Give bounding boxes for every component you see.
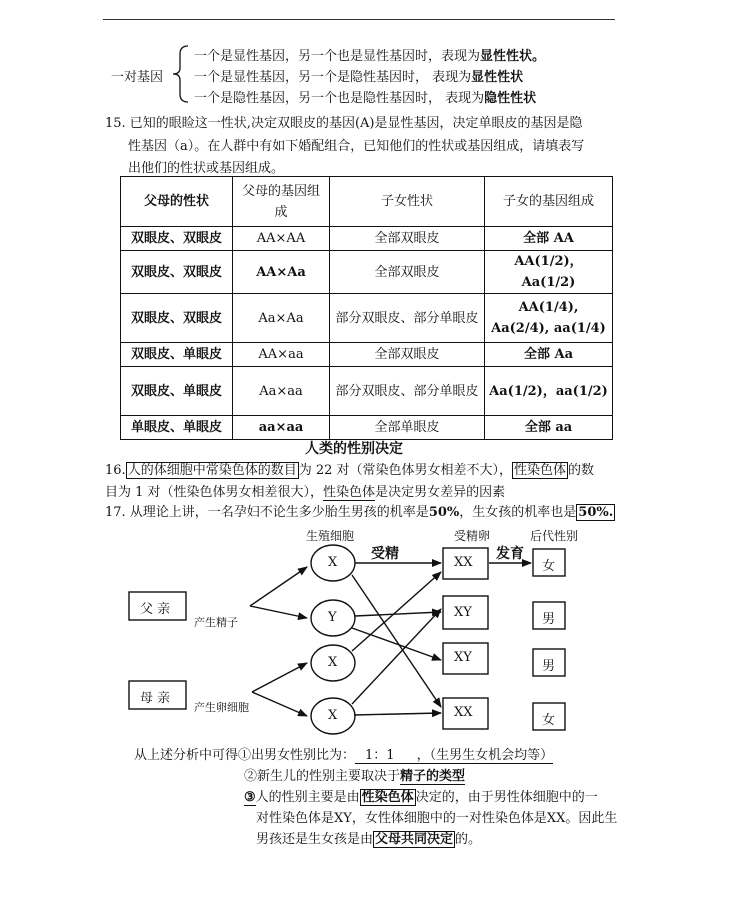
sex-chromosome-answer: 性染色体 [361, 790, 414, 805]
offspring-sex-label: 女 [542, 713, 556, 728]
q17-answer-1: 50% [428, 505, 460, 520]
table-cell: 双眼皮、双眼皮 [121, 294, 233, 343]
offspring-sex-label: 男 [542, 612, 556, 627]
col-offspring: 后代性别 [530, 529, 579, 543]
table-cell: 全部双眼皮 [330, 251, 485, 294]
allele-rule-3: 一个是隐性基因，另一个也是隐性基因时， 表现为隐性性状 [194, 91, 537, 106]
table-cell: 全部双眼皮 [330, 227, 485, 251]
analysis-line-4: 对性染色体是XY，女性体细胞中的一对性染色体是XX。因此生 [256, 811, 618, 826]
analysis-line-5: 男孩还是生女孩是由 父母共同决定 的。 [256, 832, 482, 847]
table-cell: 全部双眼皮 [330, 343, 485, 367]
table-cell: 部分双眼皮、部分单眼皮 [330, 367, 485, 416]
table-cell: AA×aa [233, 343, 330, 367]
q17-answer-2: 50%. [578, 505, 614, 520]
allele-label: 一对基因 [111, 70, 164, 85]
col-zygote: 受精卵 [454, 529, 491, 543]
table-cell: 单眼皮、单眼皮 [121, 416, 233, 440]
germ-cell-label: X [328, 555, 338, 570]
offspring-sex-label: 女 [542, 559, 556, 574]
table-cell: 全部 AA [485, 227, 613, 251]
q15-line-1: 15. 已知的眼睑这一性状,决定双眼皮的基因(A)是显性基因，决定单眼皮的基因是隐 [105, 116, 583, 131]
germ-cell-label: X [328, 708, 338, 723]
table-cell: AA×AA [233, 227, 330, 251]
q15-line-3: 出他们的性状或基因组成。 [128, 161, 285, 176]
section-title: 人类的性别决定 [305, 441, 403, 457]
q16-line-2: 目为 1 对（性染色体男女相差很大），性染色体是决定男女差异的因素 [105, 485, 506, 500]
q16-answer-1: 人的体细胞中常染色体的数目 [127, 463, 297, 478]
analysis-line-3: ③人的性别主要是由 性染色体 决定的，由于男性体细胞中的一 [244, 790, 598, 805]
table-cell: 全部单眼皮 [330, 416, 485, 440]
zygote-label: XX [454, 555, 473, 570]
table-cell: 全部 Aa [485, 343, 613, 367]
q16-line-1: 16. 人的体细胞中常染色体的数目 为 22 对（常染色体男女相差不大）， 性染色体 的数 [105, 463, 595, 478]
develop-label: 发育 [496, 546, 524, 562]
germ-cell-label: Y [328, 610, 337, 625]
table-cell: AA(1/4), Aa(2/4), aa(1/4) [485, 294, 613, 343]
analysis-line-1: 从上述分析中可得①出男女性别比为： 1：1 ，（生男生女机会均等） [134, 748, 554, 763]
table-cell: aa×aa [233, 416, 330, 440]
table-header-cell: 子女的基因组成 [485, 177, 613, 227]
table-cell: 双眼皮、双眼皮 [121, 227, 233, 251]
q16-answer-3: 性染色体 [323, 485, 376, 500]
sperm-label: 产生精子 [194, 616, 238, 629]
table-cell: 双眼皮、双眼皮 [121, 251, 233, 294]
father-label: 父 亲 [140, 602, 171, 617]
offspring-sex-label: 男 [542, 659, 556, 674]
parents-answer: 父母共同决定 [375, 832, 454, 847]
table-cell: 部分双眼皮、部分单眼皮 [330, 294, 485, 343]
egg-label: 产生卵细胞 [194, 701, 249, 714]
analysis-line-2: ②新生儿的性别主要取决于精子的类型 [244, 769, 466, 784]
fertilize-label: 受精 [371, 546, 399, 562]
q16-answer-2: 性染色体 [514, 463, 567, 478]
table-cell: 双眼皮、单眼皮 [121, 343, 233, 367]
ratio-answer: 1：1 [355, 748, 417, 764]
table-cell: Aa(1/2)，aa(1/2) [485, 367, 613, 416]
q17-line: 17. 从理论上讲，一名孕妇不论生多少胎生男孩的机率是50%，生女孩的机率也是 50%. [105, 505, 614, 520]
table-cell: 全部 aa [485, 416, 613, 440]
zygote-label: XY [454, 650, 472, 665]
table-header-cell: 子女性状 [330, 177, 485, 227]
table-cell: 双眼皮、单眼皮 [121, 367, 233, 416]
col-germ-cells: 生殖细胞 [306, 529, 355, 543]
table-cell: Aa×aa [233, 367, 330, 416]
table-cell: Aa×Aa [233, 294, 330, 343]
allele-rule-2: 一个是显性基因，另一个是隐性基因时， 表现为显性性状 [194, 70, 524, 85]
mother-label: 母 亲 [140, 691, 171, 706]
table-cell: AA(1/2)，Aa(1/2) [485, 251, 613, 294]
sperm-type-answer: 精子的类型 [400, 769, 466, 784]
table-header-cell: 父母的基因组成 [233, 177, 330, 227]
zygote-label: XX [454, 705, 473, 720]
zygote-label: XY [454, 605, 472, 620]
table-cell: AA×Aa [233, 251, 330, 294]
table-header-cell: 父母的性状 [121, 177, 233, 227]
germ-cell-label: X [328, 655, 338, 670]
q15-line-2: 性基因（a）。在人群中有如下婚配组合，已知他们的性状或基因组成，请填表写 [128, 139, 585, 154]
allele-rule-1: 一个是显性基因，另一个也是显性基因时，表现为显性性状。 [194, 49, 546, 64]
